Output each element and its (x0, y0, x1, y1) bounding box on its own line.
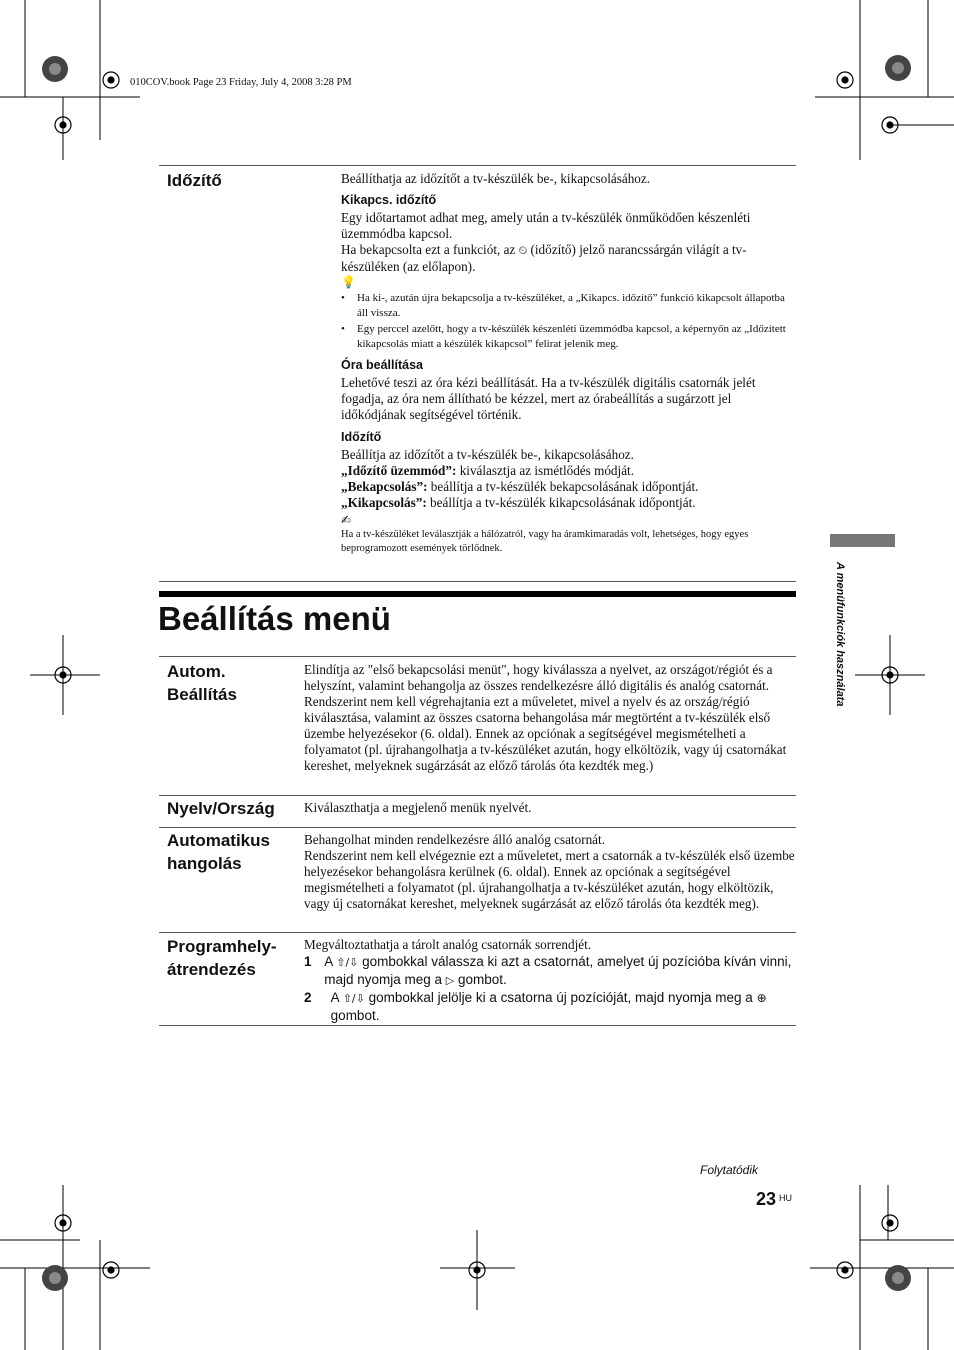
tip-item: • Ha ki-, azután újra bekapcsolja a tv-készüléket, a „Kikapcs. időzítő” funkció kikapcsolt állapotba áll vissza. (341, 291, 796, 320)
sleep-timer-text2: Ha bekapcsolta ezt a funkciót, az ⏲ (időzítő) jelző narancssárgán világít a tv-készüléken (az előlapon). (341, 242, 747, 274)
row-text-autom: Elindítja az "első bekapcsolási menüt", hogy kiválassza a nyelvet, az országot/régiót és a helyszínt, valamint behangolja az összes rendelkezésre álló digitális és analóg csatornát. Rendszerint nem kell végrehajtania ezt a műveletet, mivel a nyelv és az ország/régió kiválasztása, valamint az összes csatorna behangolása már megtörtént a tv-készülék első üzembe helyezésekor (6. oldal). Ennek az opciónak a segítségével megismételheti a folyamatot (pl. újrahangolhatja a tv-készüléket azután, hogy elköltözik, vagy új csatornákat kereshet, melyeknek sugárzását az előző tárolás óta kezdték meg.) (304, 662, 787, 773)
up-down-arrows-icon: ⇧/⇩ (336, 956, 359, 969)
timer-label: Időzítő (167, 171, 222, 190)
timer-top-rule (159, 165, 796, 166)
sleep-timer-title: Kikapcs. időzítő (341, 193, 437, 207)
note-icon: ✍ (341, 513, 352, 527)
timer-sub-title: Időzítő (341, 430, 382, 444)
page-title: Beállítás menü (158, 600, 391, 637)
step-item: 2 A ⇧/⇩ gombokkal jelölje ki a csatorna új pozícióját, majd nyomja meg a ⊕ gombot. (304, 990, 767, 1023)
clock-set-text: Lehetővé teszi az óra kézi beállítását. Ha a tv-készülék digitális csatornák jelét fogadja, az óra nem állítható be kézzel, mert az órabeállítás a sugárzott jel időkódjának segítségével történik. (341, 375, 756, 422)
timer-note: Ha a tv-készüléket leválasztják a hálózatról, vagy ha áramkimaradás volt, lehetséges, hogy egyes beprogramozott események törlődnek. (341, 529, 749, 554)
reorder-intro: Megváltoztathatja a tárolt analóg csatornák sorrendjét. (304, 937, 592, 952)
continued-label: Folytatódik (700, 1163, 759, 1177)
timer-bottom-rule (159, 581, 796, 582)
timer-on-line: „Bekapcsolás”: beállítja a tv-készülék bekapcsolásának időpontját. (341, 479, 699, 494)
row-label-reorder: Programhely- átrendezés (167, 937, 277, 979)
tip-icon: 💡 (341, 275, 356, 289)
row-rule (159, 827, 796, 828)
row-label-autotune: Automatikus hangolás (167, 831, 270, 873)
sleep-timer-text1: Egy időtartamot adhat meg, amely után a tv-készülék önműködően készenléti üzemmódba kapcsol. (341, 210, 751, 241)
tip-item: • Egy perccel azelőtt, hogy a tv-készülék készenléti üzemmódba kapcsol, a képernyőn az „Időzített kikapcsolás miatt a készülék kikapcsol” felirat jelenik meg. (341, 322, 796, 351)
row-rule (159, 656, 796, 657)
timer-sub-intro: Beállítja az időzítőt a tv-készülék be-, kikapcsolásához. (341, 447, 634, 462)
clock-set-title: Óra beállítása (341, 358, 423, 372)
row-text-language: Kiválaszthatja a megjelenő menük nyelvét. (304, 800, 532, 815)
row-text-autotune: Behangolhat minden rendelkezésre álló analóg csatornát. Rendszerint nem kell elvégeznie ezt a műveletet, mert a csatornák a tv-készülék első üzembe helyezésekor behangolásra kerülnek (6. oldal). Ennek az opciónak a segítségével megismételheti a folyamatot (pl. újrahangolhatja a tv-készüléket azután, hogy elköltözik, vagy új csatornákat kereshet, melyeknek sugárzását az előző tárolás óta kezdték meg). (304, 832, 795, 911)
row-label-autom: Autom. Beállítás (167, 662, 237, 704)
row-rule (159, 932, 796, 933)
row-rule (159, 795, 796, 796)
row-rule (159, 1025, 796, 1026)
timer-content (341, 171, 796, 555)
sidebar-section-label: A menüfunkciók használata (834, 562, 846, 707)
timer-off-line: „Kikapcsolás”: beállítja a tv-készülék kikapcsolásának időpontját. (341, 495, 696, 510)
timer-intro: Beállíthatja az időzítőt a tv-készülék be-, kikapcsolásához. (341, 171, 651, 186)
section-tab (830, 534, 895, 547)
step-item: 1 A ⇧/⇩ gombokkal válassza ki azt a csatornát, amelyet új pozícióba kíván vinni, majd nyomja meg a ▷ gombot. (304, 954, 792, 987)
timer-indicator-icon: ⏲ (518, 244, 528, 257)
row-label-language: Nyelv/Ország (167, 799, 275, 818)
row-content-reorder (304, 937, 796, 1024)
right-arrow-icon: ▷ (445, 974, 455, 987)
file-info-header: 010COV.book Page 23 Friday, July 4, 2008 3:28 PM (130, 77, 352, 88)
language-code: HU (779, 1193, 793, 1203)
page-number: 23 $^{HU}$ (756, 1189, 793, 1209)
timer-mode-line: „Időzítő üzemmód”: kiválasztja az ismétlődés módját. (341, 463, 635, 478)
up-down-arrows-icon: ⇧/⇩ (342, 992, 365, 1005)
enter-button-icon: ⊕ (756, 991, 767, 1005)
